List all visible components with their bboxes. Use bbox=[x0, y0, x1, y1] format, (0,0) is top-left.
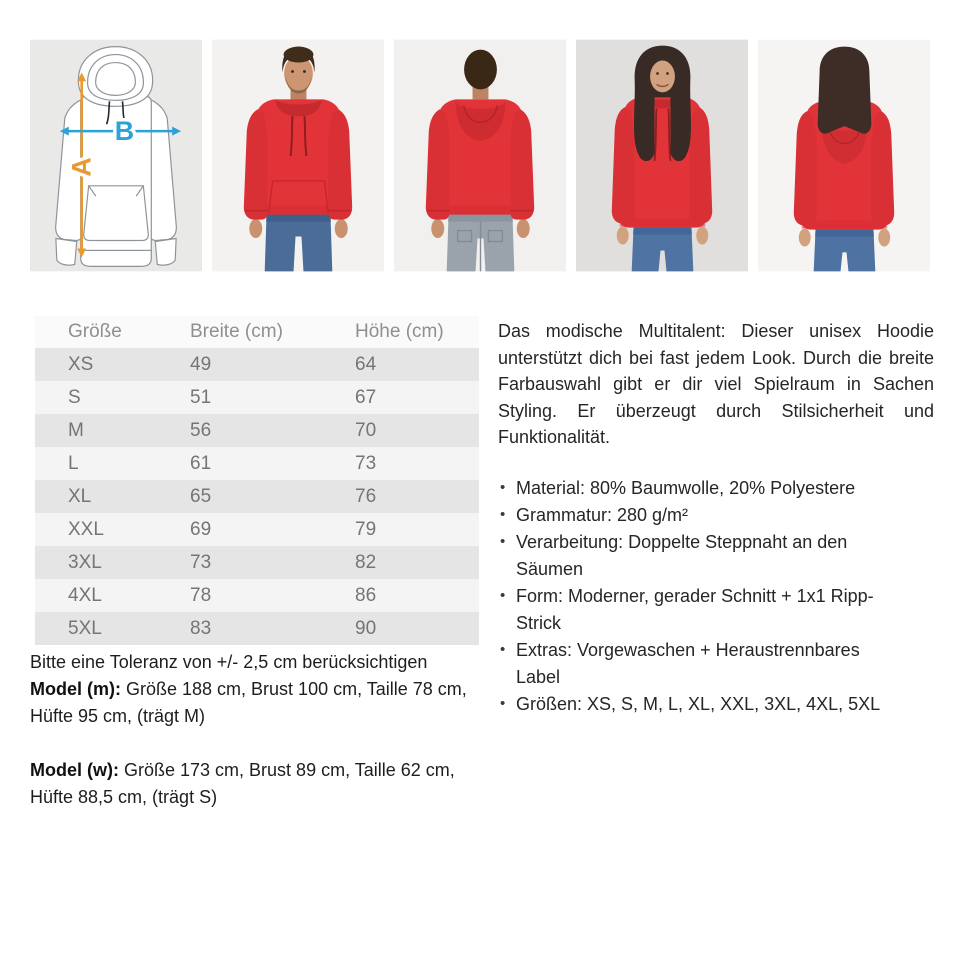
feature-extras: • Extras: Vorgewaschen + Heraustrennbares Label bbox=[498, 637, 894, 691]
table-row: S 51 67 bbox=[35, 381, 479, 414]
feature-material: • Material: 80% Baumwolle, 20% Polyestere bbox=[498, 475, 894, 502]
feature-groessen: • Größen: XS, S, M, L, XL, XXL, 3XL, 4XL, 5XL bbox=[498, 691, 894, 718]
tolerance-note: Bitte eine Toleranz von +/- 2,5 cm berücksichtigen bbox=[30, 652, 428, 672]
hand bbox=[335, 219, 348, 238]
model-w-note: Model (w): Größe 173 cm, Brust 89 cm, Taille 62 cm, Hüfte 88,5 cm, (trägt S) bbox=[30, 760, 455, 807]
table-row: 4XL 78 86 bbox=[35, 579, 479, 612]
face bbox=[650, 61, 675, 93]
column-header-groesse: Größe bbox=[68, 321, 122, 342]
column-header-breite: Breite (cm) bbox=[190, 321, 283, 342]
pocket-outline bbox=[84, 186, 149, 241]
product-image-gallery bbox=[30, 39, 930, 272]
model-m-note: Model (m): Größe 188 cm, Brust 100 cm, Taille 78 cm, Hüfte 95 cm, (trägt M) bbox=[30, 679, 467, 726]
size-table-header-row bbox=[35, 316, 479, 348]
hand bbox=[431, 219, 444, 238]
hand bbox=[799, 229, 811, 247]
gallery-image-size-diagram[interactable] bbox=[30, 39, 202, 272]
column-header-hoehe: Höhe (cm) bbox=[355, 321, 444, 342]
table-row: 3XL 73 82 bbox=[35, 546, 479, 579]
feature-form: • Form: Moderner, gerader Schnitt + 1x1 Ripp-Strick bbox=[498, 583, 894, 637]
gallery-image-male-front[interactable] bbox=[212, 39, 384, 272]
measure-label-b: B bbox=[114, 116, 135, 147]
feature-list bbox=[498, 475, 894, 718]
hair-back bbox=[818, 47, 872, 134]
table-row: M 56 70 bbox=[35, 414, 479, 447]
feature-grammatur: • Grammatur: 280 g/m² bbox=[498, 502, 894, 529]
table-row: L 61 73 bbox=[35, 447, 479, 480]
hand bbox=[696, 227, 708, 245]
description-paragraph: Das modische Multitalent: Dieser unisex Hoodie unterstützt dich bei fast jedem Look. Durch die breite Farbauswahl gibt er dir viel Spielraum in Sachen Styling. Er überzeugt durch Stilsicherheit und Funktionalität. bbox=[498, 321, 934, 447]
table-row: XS 49 64 bbox=[35, 348, 479, 381]
table-row: XXL 69 79 bbox=[35, 513, 479, 546]
hair-back bbox=[464, 50, 497, 90]
gallery-image-female-front[interactable] bbox=[576, 39, 748, 272]
table-row: 5XL 83 90 bbox=[35, 612, 479, 645]
measurement-notes bbox=[30, 649, 468, 811]
gallery-image-female-back[interactable] bbox=[758, 39, 930, 272]
table-row: XL 65 76 bbox=[35, 480, 479, 513]
hand bbox=[878, 229, 890, 247]
measure-label-a: A bbox=[66, 157, 97, 177]
gallery-image-male-back[interactable] bbox=[394, 39, 566, 272]
hand bbox=[249, 219, 262, 238]
size-table bbox=[35, 316, 479, 645]
model-m-label: Model (m): bbox=[30, 679, 121, 699]
model-w-label: Model (w): bbox=[30, 760, 119, 780]
feature-verarbeitung: • Verarbeitung: Doppelte Steppnaht an den Säumen bbox=[498, 529, 894, 583]
hand bbox=[617, 227, 629, 245]
product-description bbox=[498, 318, 934, 718]
hand bbox=[517, 219, 530, 238]
